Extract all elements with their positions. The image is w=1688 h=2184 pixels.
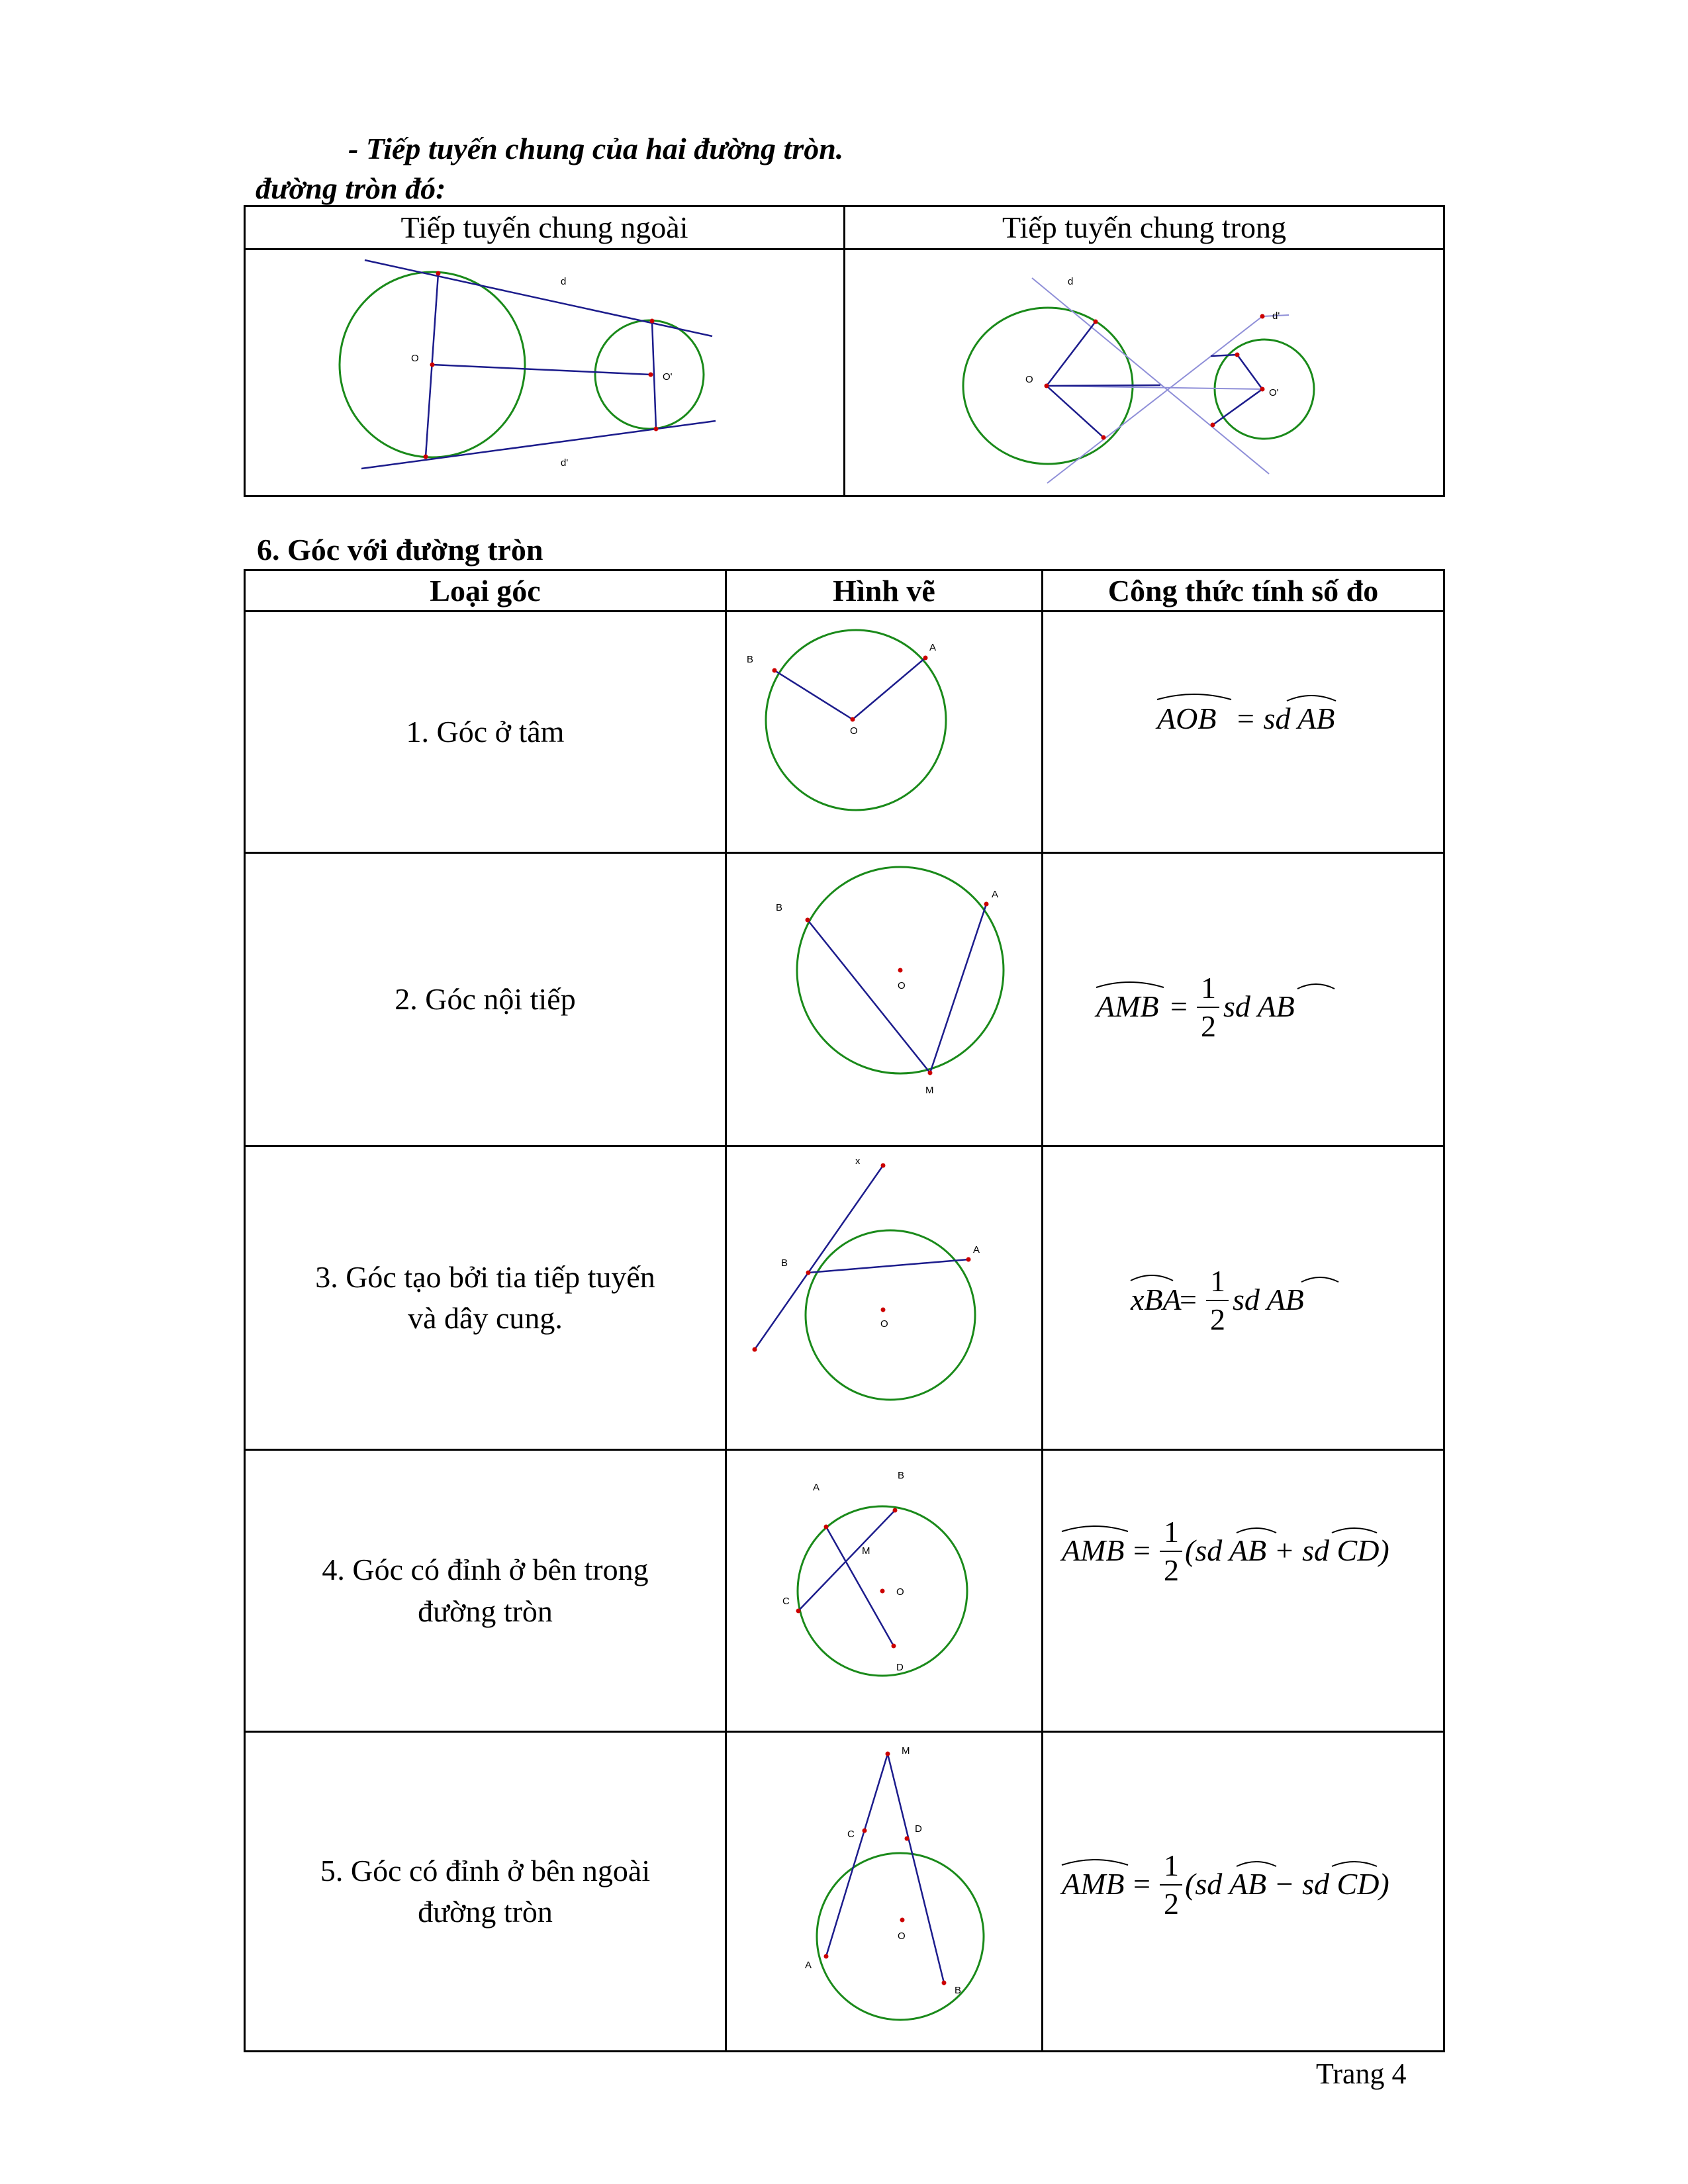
svg-text:=: = [1133,1867,1150,1901]
inscribed-angle-figure [727,854,1043,1145]
inner-tangent-figure [845,250,1445,495]
svg-text:=: = [1180,1283,1197,1316]
label-o: O [880,1318,888,1330]
svg-text:2: 2 [1201,1009,1216,1043]
svg-text:1: 1 [1201,971,1216,1005]
svg-text:2: 2 [1164,1887,1179,1921]
label-b: B [747,654,754,665]
label-b: B [781,1257,788,1269]
tangent-heading: - Tiếp tuyến chung của hai đường tròn. [348,132,844,165]
svg-text:1: 1 [1164,1515,1179,1549]
header-angle-type: Loại góc [245,570,726,612]
figure-cell [726,1146,1043,1450]
svg-text:AMB: AMB [1062,1533,1125,1567]
formula-tangent-chord [1043,1147,1445,1449]
radius-big-top [1047,322,1096,386]
angle-name: 5. Góc có đỉnh ở bên ngoài đường tròn [245,1732,726,2052]
formula-exterior [1043,1733,1445,2050]
label-m: M [925,1085,934,1096]
radius-small-bottom [1213,389,1262,425]
angle-name: 2. Góc nội tiếp [245,853,726,1146]
table-row [245,1450,1444,1732]
label-o: O [898,980,906,991]
table-row [245,612,1444,853]
label-a: A [929,642,937,653]
label-o: O [896,1586,904,1598]
formula-cell [1043,853,1444,1146]
outer-tangent-figure-cell [245,250,845,496]
formula-inscribed [1043,854,1445,1145]
page-number: Trang 4 [1316,2058,1407,2090]
center-line [432,365,651,375]
angles-heading: 6. Góc với đường tròn [257,533,543,567]
formula-cell [1043,1732,1444,2052]
svg-text:AOB: AOB [1157,702,1217,735]
label-o2: O' [663,371,673,383]
label-d: D [896,1662,904,1673]
svg-text:sd AB: sd AB [1233,1283,1304,1316]
tangent-subheading: đường tròn đó: [256,171,446,205]
label-o: O [898,1931,906,1942]
table-row [245,1732,1444,2052]
label-x: x [855,1156,861,1167]
figure-cell [726,1450,1043,1732]
table-row [245,853,1444,1146]
svg-text:xBA: xBA [1131,1283,1182,1316]
formula-cell [1043,612,1444,853]
label-d: d [1068,276,1074,288]
svg-text:(sd AB + sd CD): (sd AB + sd CD) [1185,1533,1389,1567]
inner-tangent-figure-cell [845,250,1444,496]
table-row [245,1146,1444,1450]
svg-text:= sd AB: = sd AB [1235,702,1335,735]
svg-text:1: 1 [1164,1848,1179,1882]
angle-name: 3. Góc tạo bởi tia tiếp tuyến và dây cung. [245,1146,726,1450]
svg-text:1: 1 [1210,1264,1225,1298]
svg-text:sd AB: sd AB [1223,989,1295,1023]
label-d: D [915,1823,922,1835]
label-d: d [561,276,567,288]
figure-cell [726,612,1043,853]
svg-text:2: 2 [1164,1553,1179,1587]
svg-text:(sd AB − sd CD): (sd AB − sd CD) [1185,1867,1389,1901]
label-a: A [805,1960,812,1971]
tangent-line-d [1032,278,1269,474]
tangent-chord-figure [727,1147,1043,1449]
interior-vertex-figure [727,1451,1043,1731]
figure-cell [726,853,1043,1146]
angle-name: 4. Góc có đỉnh ở bên trong đường tròn [245,1450,726,1732]
radius-small-top [1237,355,1262,389]
label-m: M [862,1545,870,1557]
formula-central [1043,612,1445,852]
svg-text:=: = [1170,989,1188,1023]
svg-text:AMB: AMB [1096,989,1159,1023]
col-inner-header: Tiếp tuyến chung trong [845,206,1444,250]
label-b: B [955,1985,962,1996]
label-m: M [902,1745,910,1756]
label-d2: d' [561,457,569,469]
svg-text:2: 2 [1210,1302,1225,1336]
label-o: O [1025,374,1033,386]
tangent-line-d2 [361,421,716,469]
label-o: O [850,725,858,737]
angles-table [244,569,1445,2052]
formula-cell [1043,1146,1444,1450]
radius-big-bottom [1047,386,1103,437]
svg-text:AMB: AMB [1062,1867,1125,1901]
tangent-table [244,205,1445,497]
label-b: B [898,1470,905,1481]
tangent-line-d [365,260,712,336]
label-b: B [776,902,783,913]
outer-tangent-figure [246,250,845,495]
formula-interior [1043,1451,1445,1731]
formula-cell [1043,1450,1444,1732]
figure-cell [726,1732,1043,2052]
header-formula: Công thức tính số đo [1043,570,1444,612]
label-a: A [813,1482,820,1493]
label-c: C [782,1596,790,1607]
header-figure: Hình vẽ [726,570,1043,612]
label-o2: O' [1269,387,1279,399]
label-c: C [847,1829,855,1840]
label-d2: d' [1272,310,1280,322]
angle-name: 1. Góc ở tâm [245,612,726,853]
col-outer-header: Tiếp tuyến chung ngoài [245,206,845,250]
label-a: A [992,889,999,900]
label-a: A [973,1244,980,1255]
label-o: O [411,353,419,365]
exterior-vertex-figure [727,1733,1043,2050]
central-angle-figure [727,612,1043,852]
svg-text:=: = [1133,1533,1150,1567]
